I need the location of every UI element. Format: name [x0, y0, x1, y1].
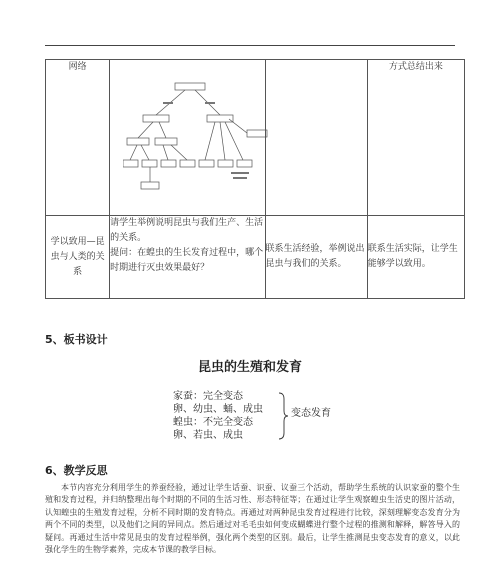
section-heading-reflection: 6、教学反思	[45, 464, 108, 477]
topic-text: 学以致用—昆虫与人类的关系	[50, 236, 105, 277]
board-content	[173, 390, 263, 442]
map-node	[141, 182, 159, 189]
student-activity: 联系生活经验，举例说出昆虫与我们的关系。	[265, 244, 365, 269]
map-node	[161, 160, 176, 167]
map-node	[199, 160, 214, 167]
brace-icon	[277, 392, 289, 440]
brace-label: 变态发育	[291, 408, 331, 419]
network-label: 网络	[68, 62, 87, 72]
concept-map-diagram	[123, 80, 271, 190]
board-title: 昆虫的生殖和发育	[197, 360, 302, 375]
topic-cell	[46, 216, 110, 299]
board-line: 卵、幼虫、蛹、成虫	[173, 404, 263, 415]
map-node	[175, 83, 205, 90]
table-row	[46, 216, 465, 299]
map-edge-label	[231, 172, 249, 174]
student-activity-cell	[265, 216, 367, 299]
teacher-activity: 请学生举例说明昆虫与我们生产、生活的关系。 提问：在蝗虫的生长发育过程中，哪个时期进行灭虫效果最好？	[110, 218, 264, 273]
header-rule	[45, 45, 455, 46]
map-node	[247, 130, 267, 137]
method-summary-cell	[367, 60, 464, 216]
network-label-cell	[46, 60, 110, 216]
method-summary: 方式总结出来	[388, 62, 443, 72]
section-heading-board: 5、板书设计	[45, 333, 108, 346]
map-node	[237, 160, 252, 167]
map-node	[143, 115, 169, 122]
map-edge-label	[205, 102, 215, 104]
map-node	[218, 160, 233, 167]
map-node	[123, 160, 138, 167]
empty-cell	[265, 60, 367, 216]
map-node	[142, 160, 157, 167]
design-intent-cell	[367, 216, 464, 299]
board-line: 家蚕：完全变态	[173, 391, 243, 402]
map-node	[180, 160, 195, 167]
map-node	[207, 115, 233, 122]
reflection-paragraph: 本节内容充分利用学生的养蚕经验，通过让学生话蚕、识蚕、议蚕三个活动，帮助学生系统的认识家蚕的整个生殖和发育过程，并归纳整理出每个时期的不同的生活习性、形态特征等；在通过让学生观察蝗虫生活史的图片活动，认知蝗虫的生殖发育过程，分析不同时期的发育特点。再通过对两种昆虫发育过程进行比较，深刻理解变态发育分为两个不同的类型，以及他们之间的异同点。然后通过对毛毛虫如何变成蝴蝶进行整个过程的推测和解释，解答导入的疑问。再通过生活中常见昆虫的发育过程举例，强化两个类型的区别。最后，让学生推测昆虫变态发育的意义，以此强化学生的生物学素养，完成本节课的教学目标。	[45, 483, 460, 555]
design-intent: 联系生活实际，让学生能够学以致用。	[367, 244, 458, 269]
board-line: 卵、若虫、成虫	[173, 430, 243, 441]
teacher-activity-cell	[110, 216, 265, 299]
map-node	[155, 138, 177, 145]
board-line: 蝗虫：不完全变态	[173, 417, 253, 428]
map-edge-label	[163, 102, 173, 104]
map-node	[127, 138, 149, 145]
map-edge-label	[233, 177, 247, 179]
